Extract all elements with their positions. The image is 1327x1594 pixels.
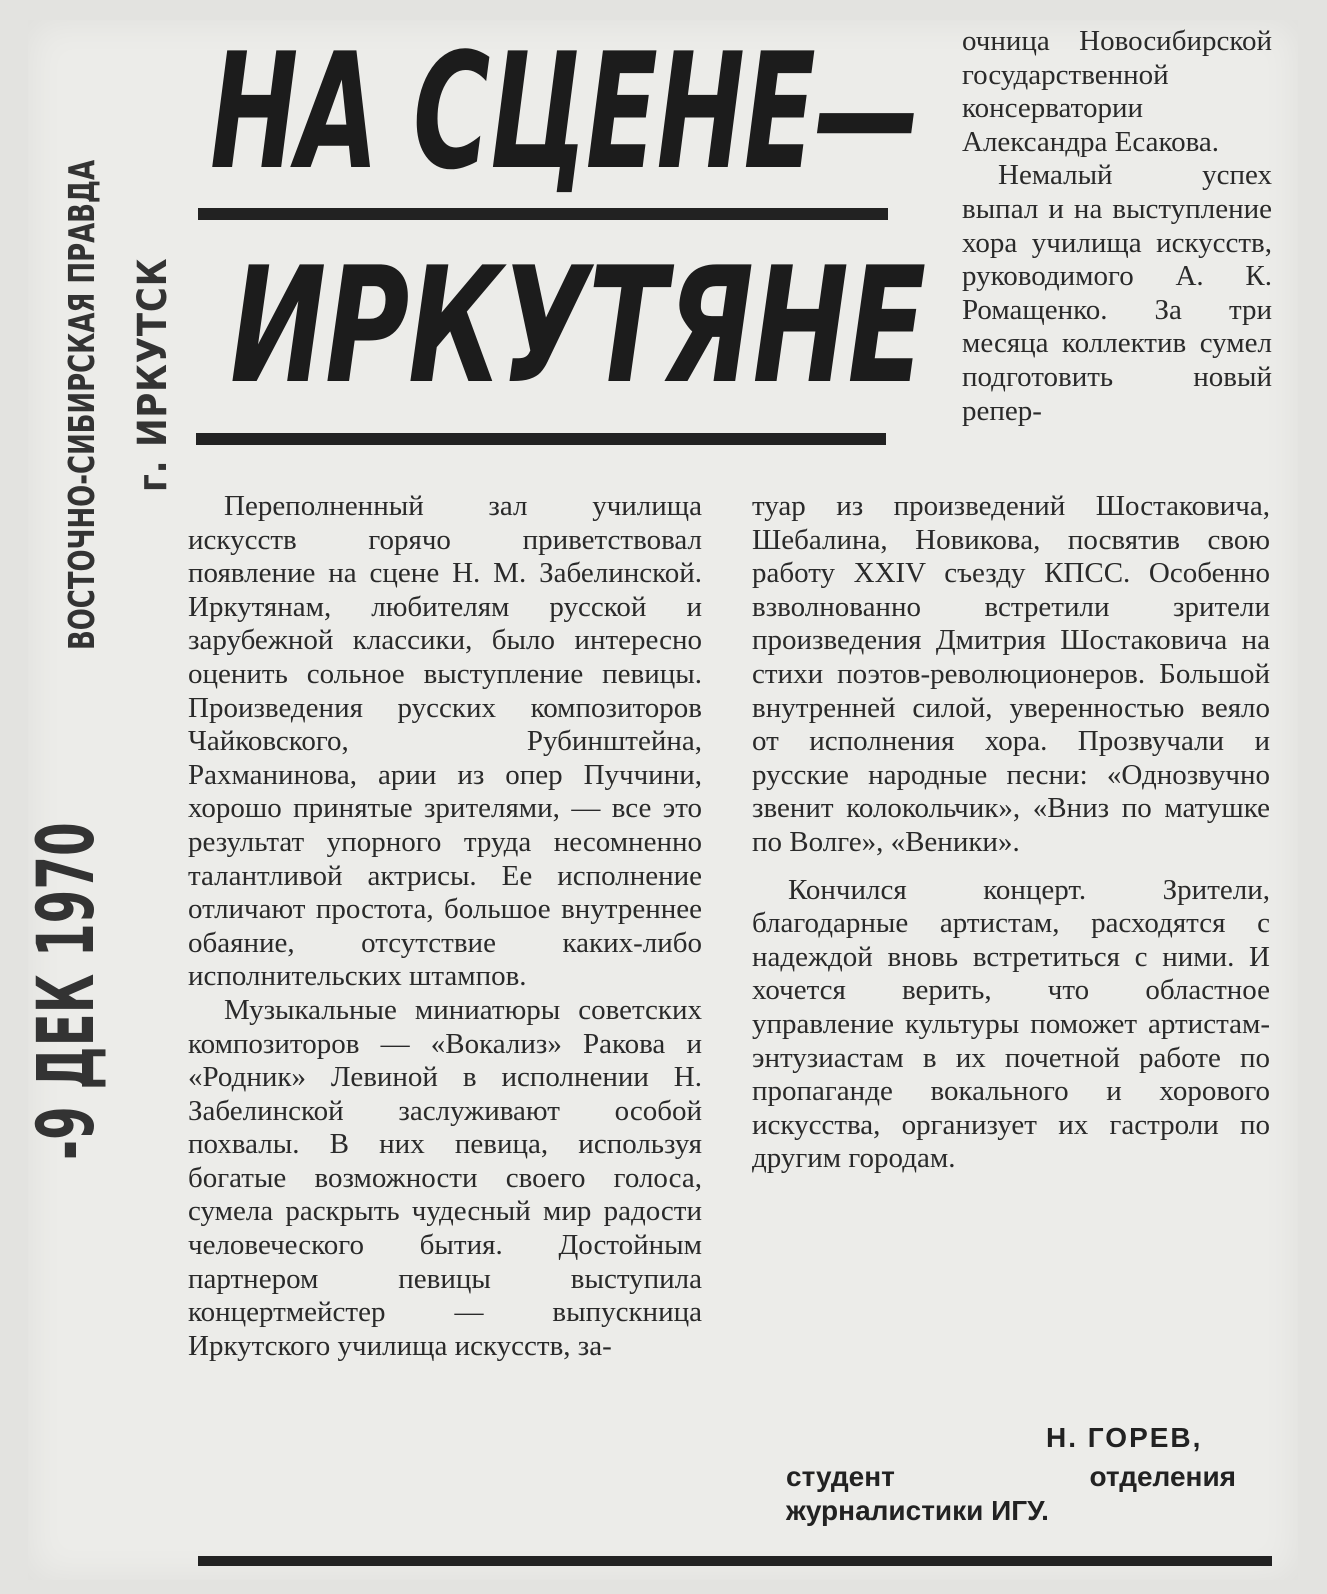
headline-rule-bottom [196, 433, 886, 445]
article-paragraph: Музыкальные миниатюры советских композиторов — «Вокализ» Ракова и «Родник» Левиной в исполнении Н. Забелинской заслуживают особой похвалы. В них певица, используя богатые возможности своего голоса, сумела раскрыть чудесный мир радости человеческого бытия. Достойным партнером певицы выступила концертмейстер — выпускница Иркутского училища искусств, за- [188, 993, 702, 1362]
article-paragraph: Немалый успех выпал и на выступление хора училища искусств, руководимого А. К. Ромащенко. За три месяца коллектив сумел подготовить новый репер- [962, 159, 1272, 427]
headline-rule-top [198, 208, 888, 220]
article-column-right [752, 490, 1270, 1176]
headline-line-1: НА СЦЕНЕ— [210, 18, 919, 205]
article-paragraph: Кончился концерт. Зрители, благодарные артистам, расходятся с надеждой вновь встретиться с ними. И хочется верить, что областное управление культуры поможет артистам-энтузиастам в их почетной работе по пропаганде вокального и хорового искусства, организует их гастроли по другим городам. [752, 873, 1270, 1175]
city-stamp: г. ИРКУТСК [130, 257, 176, 492]
date-stamp: -9 ДЕК 1970 [22, 822, 112, 1160]
author-name: Н. ГОРЕВ, [1046, 1422, 1203, 1453]
bottom-rule [198, 1556, 1272, 1566]
author-title: студент отделения журналистики ИГУ. [786, 1461, 1236, 1526]
article-column-left [188, 490, 702, 1363]
article-paragraph: Переполненный зал училища искусств горячо приветствовал появление на сцене Н. М. Забелинской. Иркутянам, любителям русской и зарубежной классики, было интересно оценить сольное выступление певицы. Произведения русских композиторов Чайковского, Рубинштейна, Рахманинова, арии из опер Пуччини, хорошо принятые зрителями, — все это результат упорного труда несомненно талантливой актрисы. Ее исполнение отличают простота, большое внутреннее обаяние, отсутствие каких-либо исполнительских штампов. [188, 490, 702, 993]
article-column-top-right [962, 25, 1272, 428]
newspaper-name-stamp: ВОСТОЧНО-СИБИРСКАЯ ПРАВДА [62, 159, 103, 650]
headline-line-2: ИРКУТЯНЕ [230, 232, 925, 419]
article-paragraph: очница Новосибирской государственной консерватории Александра Есакова. [962, 25, 1272, 158]
article-paragraph: туар из произведений Шостаковича, Шебалина, Новикова, посвятив свою работу XXIV съезду КПСС. Особенно взволнованно встретили зрители произведения Дмитрия Шостаковича на стихи поэтов-революционеров. Большой внутренней силой, уверенностью веяло от исполнения хора. Прозвучали и русские народные песни: «Однозвучно звенит колокольчик», «Вниз по матушке по Волге», «Веники». [752, 490, 1270, 858]
